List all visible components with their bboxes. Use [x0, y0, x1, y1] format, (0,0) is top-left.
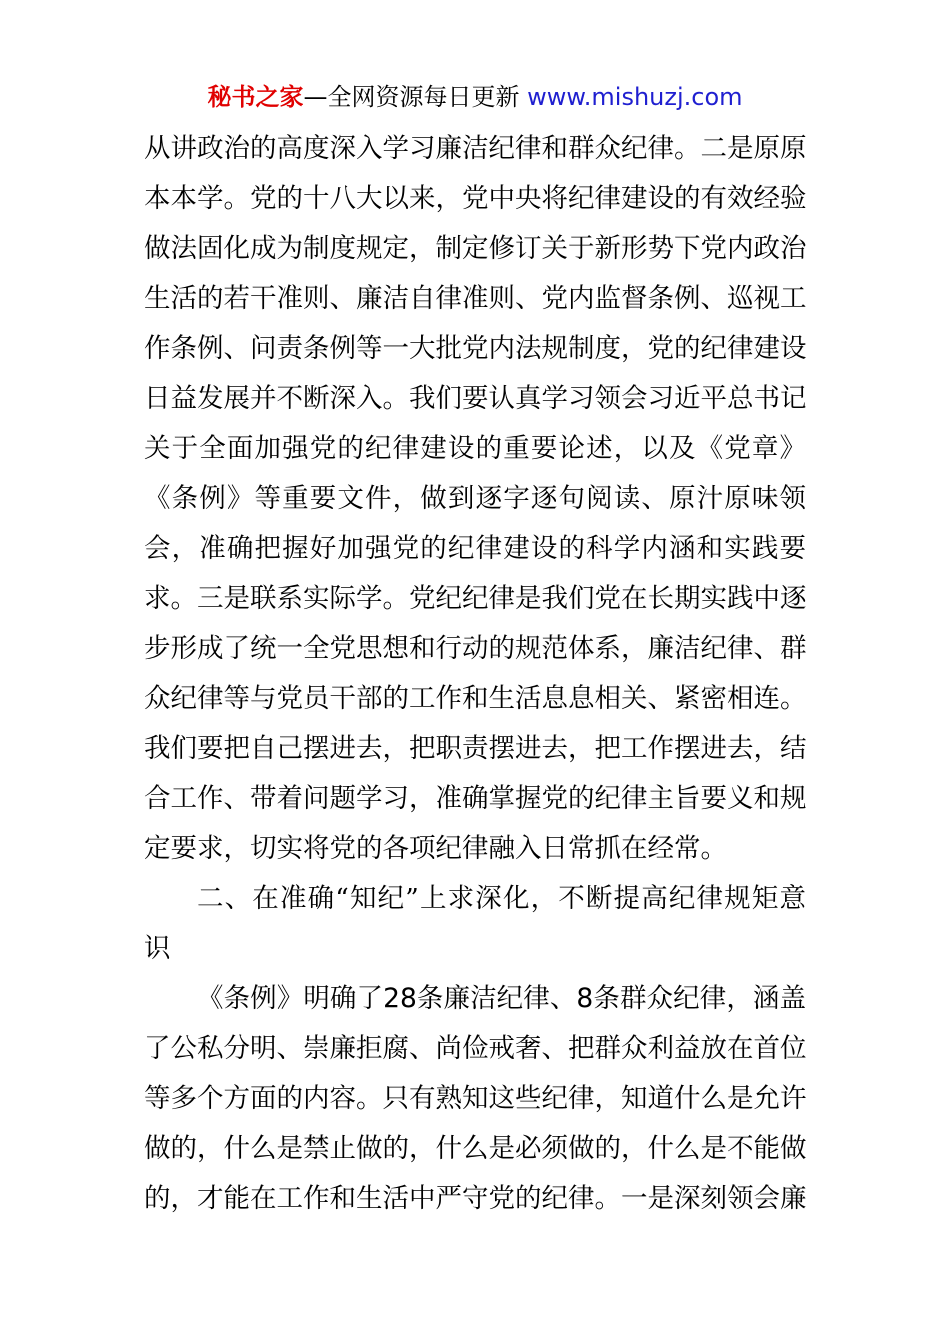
body-line: 日益发展并不断深入。我们要认真学习领会习近平总书记 [144, 383, 807, 414]
body-line: 从讲政治的高度深入学习廉洁纪律和群众纪律。二是原原 [144, 133, 807, 164]
body-line: 关于全面加强党的纪律建设的重要论述，以及《党章》 [144, 433, 806, 464]
body-line: 《条例》明确了28条廉洁纪律、8条群众纪律，涵盖 [197, 983, 806, 1014]
body-line: 众纪律等与党员干部的工作和生活息息相关、紧密相连。 [144, 683, 807, 714]
body-line: 本本学。党的十八大以来，党中央将纪律建设的有效经验 [144, 183, 807, 214]
body-line: 做法固化成为制度规定，制定修订关于新形势下党内政治 [144, 233, 807, 264]
body-line: 定要求，切实将党的各项纪律融入日常抓在经常。 [144, 833, 727, 864]
section-heading: 二、在准确“知纪”上求深化，不断提高纪律规矩意 [197, 883, 806, 914]
body-line: 会，准确把握好加强党的纪律建设的科学内涵和实践要 [144, 533, 806, 564]
body-line: 了公私分明、崇廉拒腐、尚俭戒奢、把群众利益放在首位 [144, 1033, 807, 1064]
body-line: 的，才能在工作和生活中严守党的纪律。一是深刻领会廉 [144, 1183, 807, 1214]
site-tagline: —全网资源每日更新 [303, 83, 528, 111]
section-heading: 识 [144, 933, 171, 964]
body-line: 生活的若干准则、廉洁自律准则、党内监督条例、巡视工 [144, 283, 807, 314]
body-line: 做的，什么是禁止做的，什么是必须做的，什么是不能做 [144, 1133, 807, 1164]
site-brand: 秘书之家 [207, 83, 304, 111]
site-url-link[interactable]: www.mishuzj.com [527, 83, 743, 111]
body-line: 作条例、问责条例等一大批党内法规制度，党的纪律建设 [144, 333, 807, 364]
body-line: 步形成了统一全党思想和行动的规范体系，廉洁纪律、群 [144, 633, 807, 664]
body-line: 我们要把自己摆进去，把职责摆进去，把工作摆进去，结 [144, 733, 807, 764]
body-line: 等多个方面的内容。只有熟知这些纪律，知道什么是允许 [144, 1083, 807, 1114]
body-line: 合工作、带着问题学习，准确掌握党的纪律主旨要义和规 [144, 783, 807, 814]
document-body [144, 124, 806, 1224]
body-line: 《条例》等重要文件，做到逐字逐句阅读、原汁原味领 [144, 483, 806, 514]
site-header [0, 80, 950, 114]
body-line: 求。三是联系实际学。党纪纪律是我们党在长期实践中逐 [144, 583, 807, 614]
